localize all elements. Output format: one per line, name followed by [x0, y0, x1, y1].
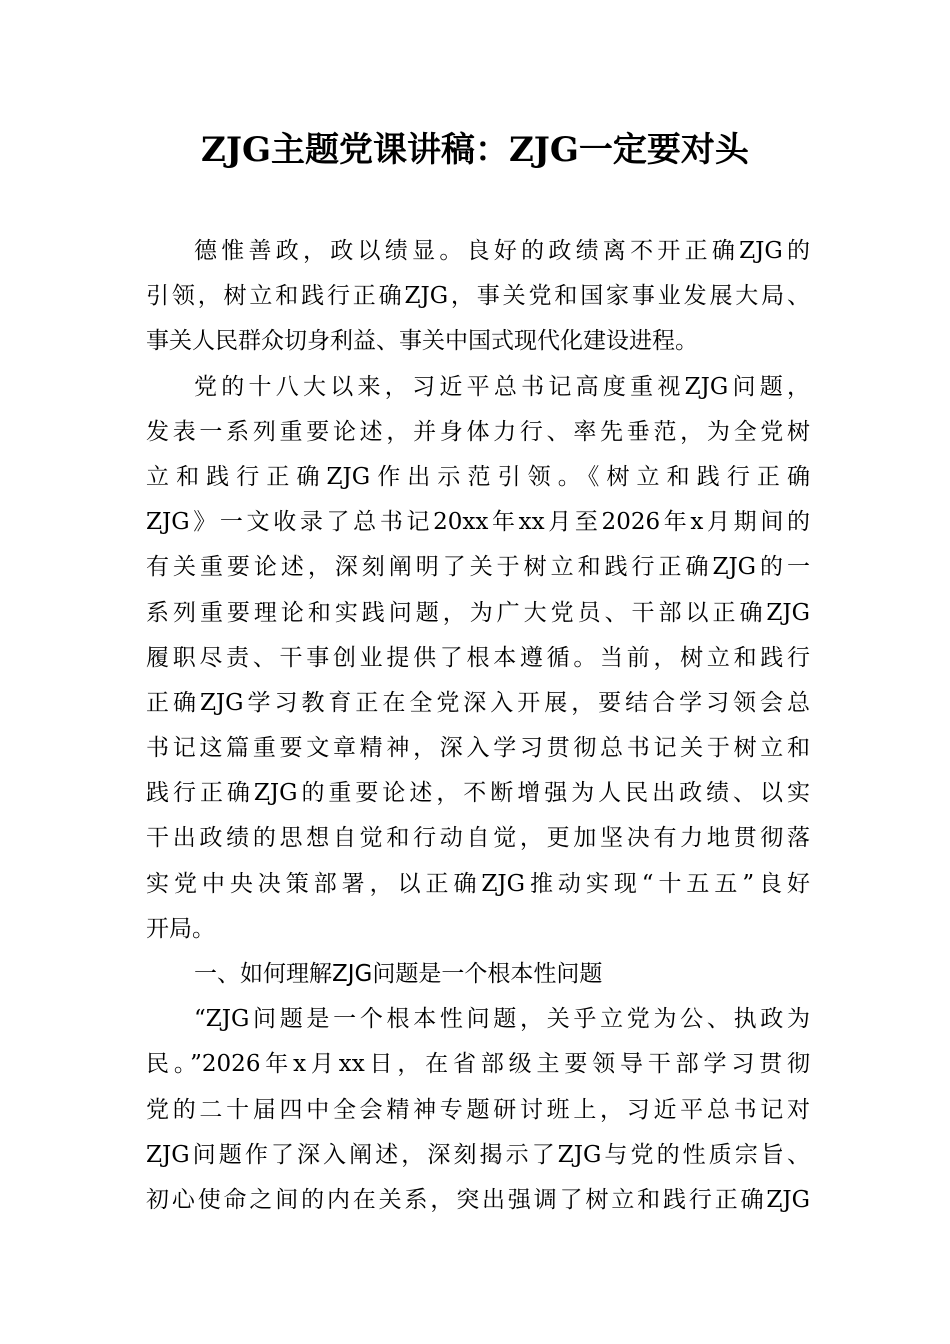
paragraph-line: 事关人民群众切身利益、事关中国式现代化建设进程。: [146, 328, 698, 355]
paragraph-line: “ZJG问题是一个根本性问题，关乎立党为公、执政为: [194, 1006, 810, 1033]
paragraph-line: 党的十八大以来，习近平总书记高度重视ZJG问题，: [194, 373, 810, 400]
paragraph-line: 开局。: [146, 915, 215, 942]
paragraph-line: 党的二十届四中全会精神专题研讨班上，习近平总书记对: [146, 1096, 810, 1123]
paragraph-line: 有关重要论述，深刻阐明了关于树立和践行正确ZJG的一: [146, 554, 810, 581]
paragraph-line: ZJG问题作了深入阐述，深刻揭示了ZJG与党的性质宗旨、: [146, 1141, 810, 1168]
paragraph-line: 发表一系列重要论述，并身体力行、率先垂范，为全党树: [146, 418, 810, 445]
paragraph-line: ZJG》一文收录了总书记20xx年xx月至2026年x月期间的: [146, 509, 810, 536]
paragraph-line: 正确ZJG学习教育正在全党深入开展，要结合学习领会总: [146, 689, 810, 716]
section-heading: 一、如何理解ZJG问题是一个根本性问题: [194, 961, 603, 987]
document-title: ZJG主题党课讲稿：ZJG一定要对头: [201, 130, 749, 170]
paragraph-line: 实党中央决策部署，以正确ZJG推动实现“十五五”良好: [146, 870, 810, 897]
paragraph-line: 初心使命之间的内在关系，突出强调了树立和践行正确ZJG: [146, 1186, 810, 1213]
paragraph-line: 德惟善政，政以绩显。良好的政绩离不开正确ZJG的: [194, 238, 810, 264]
paragraph-line: 书记这篇重要文章精神，深入学习贯彻总书记关于树立和: [146, 735, 810, 762]
paragraph-line: 干出政绩的思想自觉和行动自觉，更加坚决有力地贯彻落: [146, 825, 810, 852]
paragraph-line: 履职尽责、干事创业提供了根本遵循。当前，树立和践行: [146, 644, 810, 671]
paragraph-line: 践行正确ZJG的重要论述，不断增强为人民出政绩、以实: [146, 780, 810, 807]
paragraph-line: 民。”2026年x月xx日，在省部级主要领导干部学习贯彻: [146, 1051, 810, 1078]
paragraph-line: 系列重要理论和实践问题，为广大党员、干部以正确ZJG: [146, 599, 810, 626]
document-body: [146, 229, 810, 1223]
paragraph-line: 立和践行正确ZJG作出示范引领。《树立和践行正确: [146, 463, 810, 490]
paragraph-line: 引领，树立和践行正确ZJG，事关党和国家事业发展大局、: [146, 283, 810, 310]
